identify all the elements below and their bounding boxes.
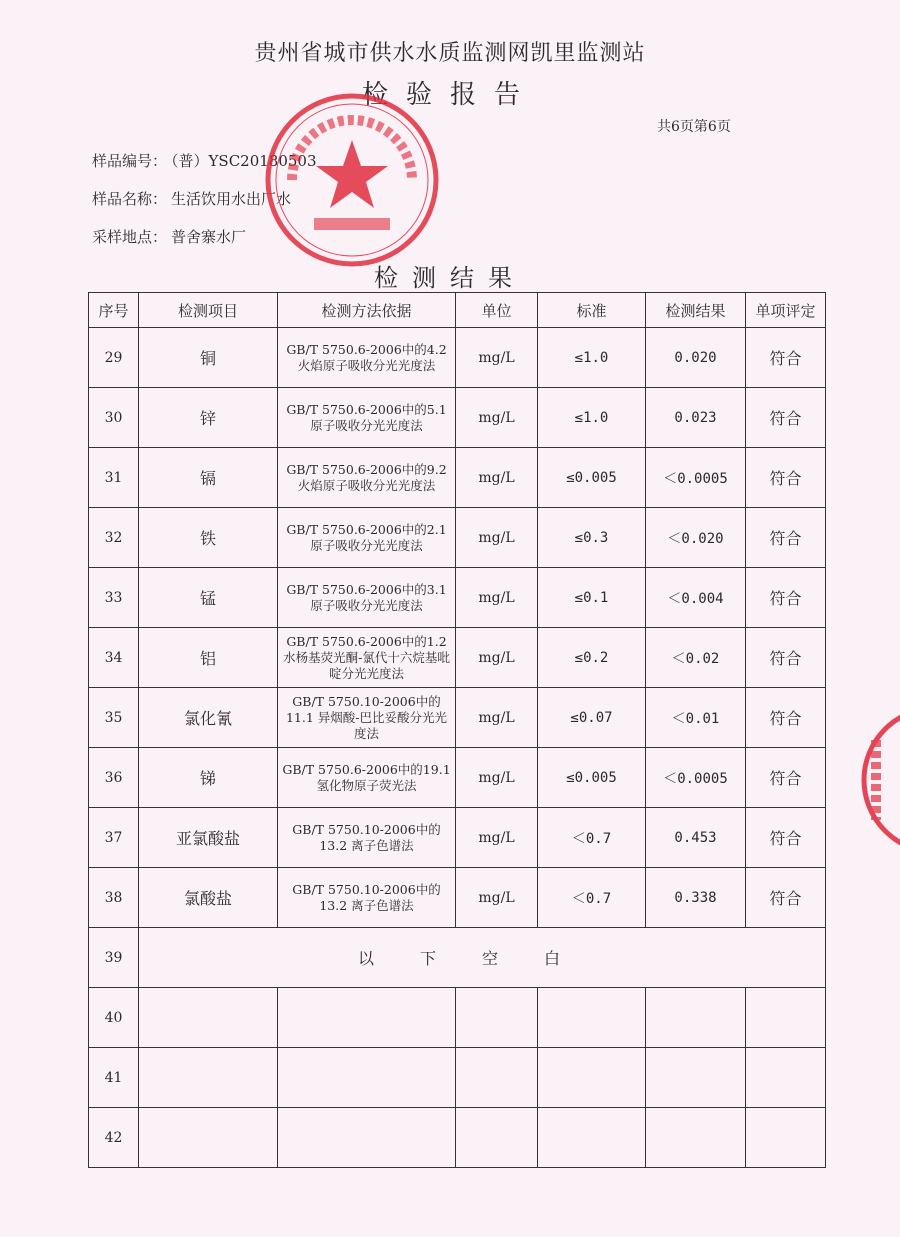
sample-number-value: （普）YSC20180503 [171, 152, 317, 170]
table-row [89, 388, 826, 448]
report-title: 检验报告 [361, 80, 538, 110]
row-unit: mg/L [456, 448, 538, 508]
row-verdict: 符合 [746, 688, 826, 748]
table-row [89, 688, 826, 748]
row-item: 锑 [139, 748, 278, 808]
table-row [89, 508, 826, 568]
row-result: ＜0.01 [646, 688, 746, 748]
row-result: 0.020 [646, 328, 746, 388]
row-standard: ≤0.1 [538, 568, 646, 628]
row-verdict: 符合 [746, 868, 826, 928]
row-result: 0.453 [646, 808, 746, 868]
official-seal-icon [262, 90, 442, 270]
empty-cell [746, 988, 826, 1048]
empty-cell [278, 1048, 456, 1108]
row-no: 30 [89, 388, 139, 448]
row-no: 36 [89, 748, 139, 808]
row-item: 氯化氰 [139, 688, 278, 748]
row-verdict: 符合 [746, 748, 826, 808]
header-method: 检测方法依据 [278, 293, 456, 328]
table-row [89, 808, 826, 868]
sampling-location-line [92, 226, 246, 247]
row-no: 40 [89, 988, 139, 1048]
empty-cell [456, 988, 538, 1048]
row-result: ＜0.0005 [646, 448, 746, 508]
results-table [88, 292, 826, 1168]
row-standard: ≤0.005 [538, 748, 646, 808]
row-standard: ＜0.7 [538, 808, 646, 868]
row-standard: ＜0.7 [538, 868, 646, 928]
row-result: ＜0.020 [646, 508, 746, 568]
row-no: 42 [89, 1108, 139, 1168]
row-unit: mg/L [456, 688, 538, 748]
empty-cell [646, 1048, 746, 1108]
empty-cell [139, 1108, 278, 1168]
empty-row [89, 1108, 826, 1168]
row-result: 0.338 [646, 868, 746, 928]
header-standard: 标准 [538, 293, 646, 328]
row-unit: mg/L [456, 628, 538, 688]
row-item: 铝 [139, 628, 278, 688]
row-standard: ≤0.005 [538, 448, 646, 508]
empty-row [89, 1048, 826, 1108]
row-standard: ≤0.3 [538, 508, 646, 568]
row-unit: mg/L [456, 508, 538, 568]
row-result: ＜0.004 [646, 568, 746, 628]
header-item: 检测项目 [139, 293, 278, 328]
row-result: 0.023 [646, 388, 746, 448]
empty-cell [139, 988, 278, 1048]
page-count: 共6页第6页 [657, 119, 731, 135]
row-no: 34 [89, 628, 139, 688]
row-verdict: 符合 [746, 628, 826, 688]
row-unit: mg/L [456, 748, 538, 808]
row-standard: ≤0.07 [538, 688, 646, 748]
empty-cell [278, 988, 456, 1048]
sampling-location-label: 采样地点： [92, 228, 168, 246]
row-item: 铜 [139, 328, 278, 388]
row-item: 锌 [139, 388, 278, 448]
empty-cell [278, 1108, 456, 1168]
row-no: 41 [89, 1048, 139, 1108]
row-standard: ≤0.2 [538, 628, 646, 688]
results-title: 检测结果 [374, 264, 526, 292]
row-item: 锰 [139, 568, 278, 628]
row-item: 亚氯酸盐 [139, 808, 278, 868]
row-method: GB/T 5750.10-2006中的13.2 离子色谱法 [278, 868, 456, 928]
empty-cell [538, 988, 646, 1048]
empty-cell [456, 1108, 538, 1168]
row-method: GB/T 5750.6-2006中的19.1 氢化物原子荧光法 [278, 748, 456, 808]
row-no: 33 [89, 568, 139, 628]
row-no: 31 [89, 448, 139, 508]
row-item: 铁 [139, 508, 278, 568]
blank-note: 以下空白 [139, 928, 826, 988]
row-standard: ≤1.0 [538, 388, 646, 448]
row-no: 29 [89, 328, 139, 388]
row-method: GB/T 5750.10-2006中的11.1 异烟酸-巴比妥酸分光光度法 [278, 688, 456, 748]
row-verdict: 符合 [746, 508, 826, 568]
row-method: GB/T 5750.10-2006中的13.2 离子色谱法 [278, 808, 456, 868]
empty-cell [746, 1048, 826, 1108]
partial-seal-icon [856, 700, 900, 860]
empty-cell [139, 1048, 278, 1108]
row-method: GB/T 5750.6-2006中的1.2 水杨基荧光酮-氯代十六烷基吡啶分光光度法 [278, 628, 456, 688]
sample-name-value: 生活饮用水出厂水 [171, 190, 292, 208]
empty-cell [456, 1048, 538, 1108]
row-verdict: 符合 [746, 388, 826, 448]
blank-note-row [89, 928, 826, 988]
empty-row [89, 988, 826, 1048]
row-verdict: 符合 [746, 448, 826, 508]
header-result: 检测结果 [646, 293, 746, 328]
header-verdict: 单项评定 [746, 293, 826, 328]
row-method: GB/T 5750.6-2006中的2.1原子吸收分光光度法 [278, 508, 456, 568]
row-method: GB/T 5750.6-2006中的4.2 火焰原子吸收分光光度法 [278, 328, 456, 388]
row-result: ＜0.0005 [646, 748, 746, 808]
row-item: 氯酸盐 [139, 868, 278, 928]
row-no: 39 [89, 928, 139, 988]
table-row [89, 568, 826, 628]
empty-cell [538, 1108, 646, 1168]
table-row [89, 748, 826, 808]
empty-cell [538, 1048, 646, 1108]
empty-cell [746, 1108, 826, 1168]
row-unit: mg/L [456, 328, 538, 388]
header-no: 序号 [89, 293, 139, 328]
organization-name: 贵州省城市供水水质监测网凯里监测站 [254, 41, 646, 66]
row-method: GB/T 5750.6-2006中的9.2火焰原子吸收分光光度法 [278, 448, 456, 508]
row-no: 38 [89, 868, 139, 928]
row-unit: mg/L [456, 568, 538, 628]
row-verdict: 符合 [746, 808, 826, 868]
row-unit: mg/L [456, 388, 538, 448]
sample-number-label: 样品编号： [92, 152, 168, 170]
table-row [89, 868, 826, 928]
row-no: 32 [89, 508, 139, 568]
row-method: GB/T 5750.6-2006中的5.1 原子吸收分光光度法 [278, 388, 456, 448]
row-no: 35 [89, 688, 139, 748]
row-item: 镉 [139, 448, 278, 508]
sampling-location-value: 普舍寨水厂 [171, 228, 247, 246]
table-header-row [89, 293, 826, 328]
row-standard: ≤1.0 [538, 328, 646, 388]
empty-cell [646, 1108, 746, 1168]
row-method: GB/T 5750.6-2006中的3.1 原子吸收分光光度法 [278, 568, 456, 628]
table-row [89, 328, 826, 388]
empty-cell [646, 988, 746, 1048]
sample-name-label: 样品名称： [92, 190, 168, 208]
row-unit: mg/L [456, 808, 538, 868]
header-unit: 单位 [456, 293, 538, 328]
row-unit: mg/L [456, 868, 538, 928]
row-verdict: 符合 [746, 568, 826, 628]
row-no: 37 [89, 808, 139, 868]
table-row [89, 448, 826, 508]
row-result: ＜0.02 [646, 628, 746, 688]
row-verdict: 符合 [746, 328, 826, 388]
table-row [89, 628, 826, 688]
